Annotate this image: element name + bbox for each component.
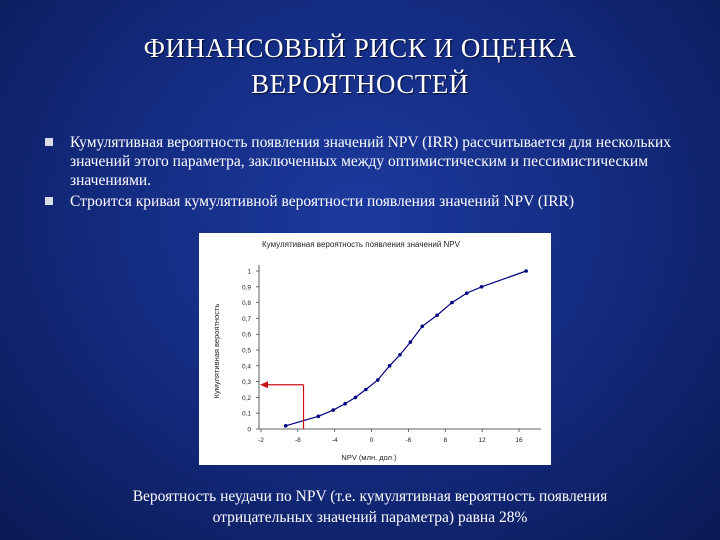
data-point (317, 415, 321, 419)
slide-title-line-1: ФИНАНСОВЫЙ РИСК И ОЦЕНКА (143, 33, 577, 63)
data-point (398, 353, 402, 357)
data-point (409, 340, 413, 344)
cumulative-curve (286, 271, 526, 426)
square-bullet-icon (45, 197, 53, 205)
data-point (435, 313, 439, 317)
bullet-list (40, 133, 690, 213)
x-tick-label: -8 (294, 437, 301, 444)
x-tick-label: -2 (258, 437, 264, 444)
data-point (388, 364, 392, 368)
bullet-text: Кумулятивная вероятность появления значений NPV (IRR) рассчитывается для нескольких значений этого параметра, заключенных между оптимистическим и пессимистическим значениями. (70, 134, 672, 189)
data-point (524, 269, 528, 273)
conclusion-line-1: Вероятность неудачи по NPV (т.е. кумулятивная вероятность появления (132, 488, 608, 505)
x-tick-label: 0 (369, 437, 374, 444)
y-axis-label: Кумулятивная вероятность (212, 303, 221, 399)
square-bullet-icon (45, 138, 53, 146)
y-tick-label: 0,7 (241, 315, 251, 323)
slide-title-line-2: ВЕРОЯТНОСТЕЙ (251, 69, 469, 99)
conclusion-text (60, 486, 680, 528)
x-tick-label: -4 (331, 437, 338, 444)
bullet-item (40, 192, 690, 211)
y-tick-label: 0,4 (241, 363, 251, 371)
y-tick-label: 0,2 (241, 394, 251, 402)
data-point (465, 291, 469, 295)
y-tick-label: 0,6 (241, 331, 251, 339)
x-axis-label: NPV (млн. дол.) (341, 453, 397, 462)
data-point (480, 285, 484, 289)
bullet-item (40, 133, 690, 190)
data-point (364, 388, 368, 392)
x-tick-label: 12 (478, 437, 486, 444)
y-tick-label: 0,9 (241, 284, 251, 292)
chart-title: Кумулятивная вероятность появления значений NPV (262, 240, 460, 249)
slide-title (40, 30, 680, 102)
data-point (343, 402, 347, 406)
data-point (354, 396, 358, 400)
y-tick-label: 0,5 (241, 347, 251, 355)
x-tick-label: -6 (405, 437, 412, 444)
y-tick-label: 0,3 (241, 379, 251, 387)
cumulative-probability-chart (199, 233, 551, 465)
data-point (331, 408, 335, 412)
x-tick-label: 8 (443, 437, 448, 444)
data-point (376, 378, 380, 382)
y-tick-label: 0,1 (241, 410, 251, 418)
chart-svg (199, 233, 551, 465)
marker-arrowhead-icon (260, 381, 268, 388)
data-point (450, 301, 454, 305)
y-tick-label: 0,8 (241, 300, 251, 308)
x-tick-label: 16 (515, 437, 523, 444)
data-point (284, 424, 288, 428)
y-tick-label: 1 (247, 268, 251, 276)
conclusion-line-2: отрицательных значений параметра) равна 28% (212, 509, 528, 526)
data-point (420, 325, 424, 329)
bullet-text: Строится кривая кумулятивной вероятности появления значений NPV (IRR) (70, 193, 575, 210)
y-tick-label: 0 (247, 426, 251, 434)
